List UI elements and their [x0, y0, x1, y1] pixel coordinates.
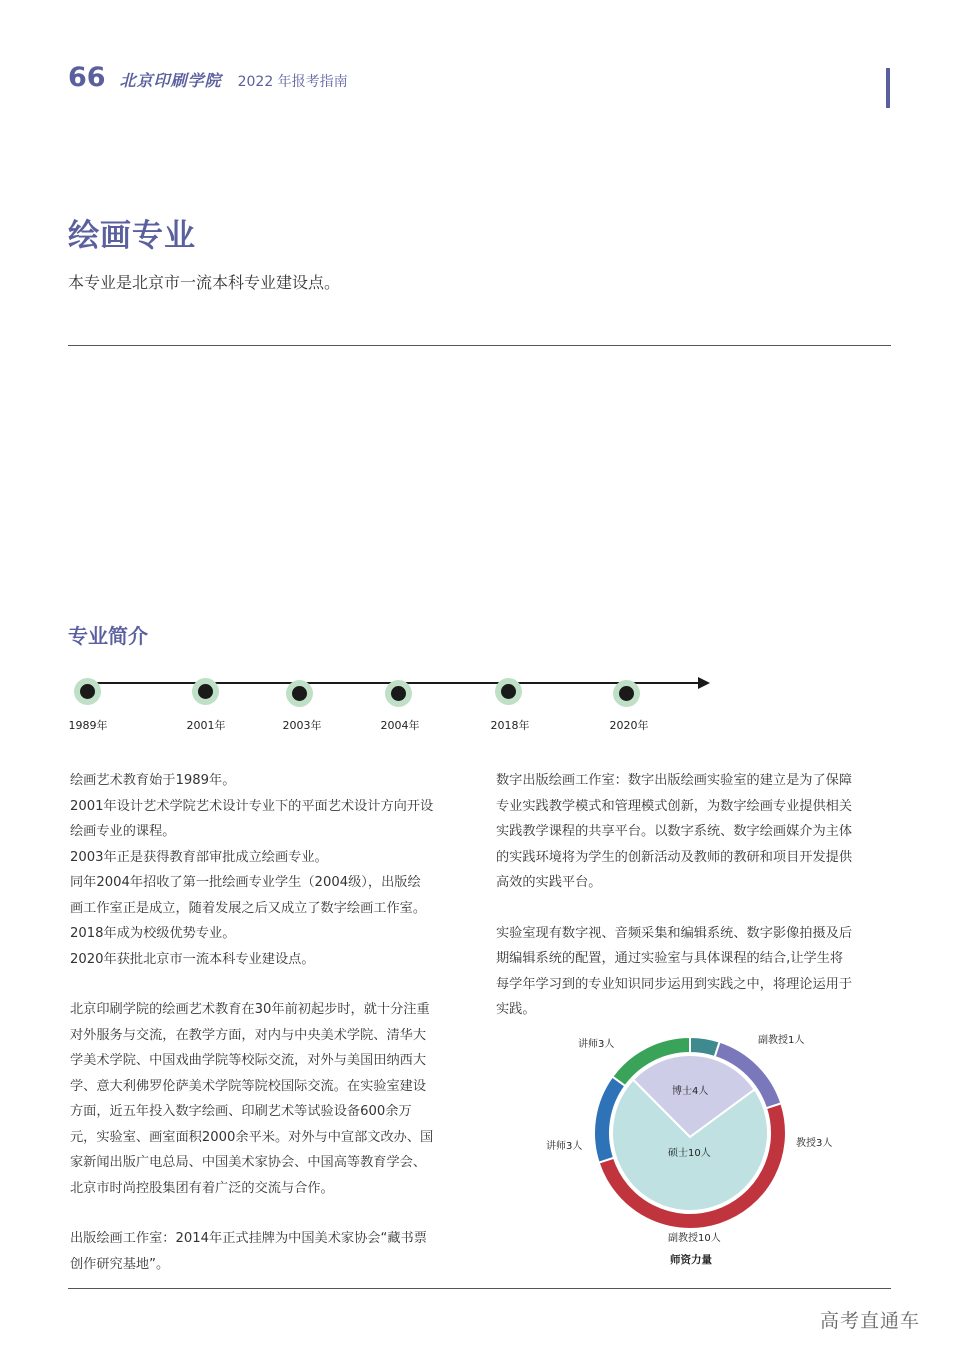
- major-intro: 本专业是北京市一流本科专业建设点。: [68, 273, 341, 292]
- history-line: 同年2004年招收了第一批绘画专业学生（2004级），出版绘: [70, 875, 421, 890]
- exchange-line: 北京印刷学院的绘画艺术教育在30年前初起步时，就十分注重: [70, 1002, 430, 1017]
- timeline-node: [192, 678, 219, 705]
- lab-line: 实践。: [496, 1002, 536, 1017]
- outer-label: 副教授1人: [758, 1035, 805, 1046]
- timeline-year: 2004年: [380, 719, 420, 732]
- digital-studio-line: 的实践环境将为学生的创新活动及教师的教研和项目开发提供: [496, 849, 853, 865]
- timeline-node: [74, 678, 101, 705]
- school-logo-text: 北京印刷学院: [119, 71, 222, 90]
- digital-studio-line: 高效的实践平台。: [496, 875, 602, 890]
- timeline: [0, 660, 960, 750]
- page-number: 66: [68, 62, 106, 93]
- outer-label: 副教授10人: [668, 1233, 721, 1244]
- outer-label: 讲师3人: [546, 1141, 583, 1152]
- timeline-year: 2001年: [186, 719, 226, 732]
- history-line: 2001年设计艺术学院艺术设计专业下的平面艺术设计方向开设: [70, 798, 434, 814]
- exchange-line: 元，实验室、画室面积2000余平米。对外与中宣部文改办、国: [70, 1129, 434, 1145]
- section-title: 专业简介: [68, 624, 148, 648]
- studio-line: 出版绘画工作室：2014年正式挂牌为中国美术家协会“藏书票: [70, 1231, 427, 1246]
- faculty-chart: [530, 1015, 860, 1275]
- outer-label: 教授3人: [796, 1138, 833, 1149]
- divider-bottom: [68, 1288, 891, 1289]
- header-accent-bar: [886, 68, 890, 108]
- timeline-node: [385, 680, 412, 707]
- history-line: 2020年获批北京市一流本科专业建设点。: [70, 951, 315, 967]
- timeline-year: 2003年: [282, 719, 322, 732]
- timeline-year: 1989年: [68, 719, 108, 732]
- exchange-line: 学美术学院、中国戏曲学院等校际交流，对外与美国田纳西大: [70, 1053, 427, 1068]
- timeline-node: [613, 680, 640, 707]
- history-line: 2018年成为校级优势专业。: [70, 926, 236, 941]
- lab-line: 期编辑系统的配置，通过实验室与具体课程的结合,让学生将: [496, 951, 844, 966]
- exchange-line: 北京市时尚控股集团有着广泛的交流与合作。: [70, 1180, 334, 1196]
- chart-title: 师资力量: [670, 1254, 712, 1266]
- divider-top: [68, 345, 891, 346]
- inner-label: 博士4人: [672, 1086, 709, 1097]
- timeline-arrow-icon: [698, 677, 710, 689]
- timeline-node: [286, 680, 313, 707]
- timeline-year: 2018年: [490, 719, 530, 732]
- exchange-line: 对外服务与交流，在教学方面，对内与中央美术学院、清华大: [70, 1027, 427, 1043]
- right-column: [496, 768, 896, 1023]
- inner-label: 硕士10人: [668, 1148, 711, 1159]
- exchange-line: 方面，近五年投入数字绘画、印刷艺术等试验设备600余万: [70, 1104, 412, 1119]
- digital-studio-line: 实践教学课程的共享平台。以数字系统、数字绘画媒介为主体: [496, 824, 853, 839]
- studio-line: 创作研究基地”。: [70, 1256, 170, 1272]
- lab-line: 每学年学习到的专业知识同步运用到实践之中，将理论运用于: [496, 976, 853, 992]
- history-line: 绘画艺术教育始于1989年。: [70, 773, 236, 788]
- outer-label: 讲师3人: [578, 1039, 615, 1050]
- history-line: 画工作室正是成立，随着发展之后又成立了数字绘画工作室。: [70, 900, 427, 916]
- page-header: [68, 62, 348, 102]
- left-column: [70, 768, 470, 1277]
- lab-line: 实验室现有数字视、音频采集和编辑系统、数字影像拍摄及后: [496, 925, 853, 941]
- watermark: 高考直通车: [820, 1310, 921, 1332]
- digital-studio-line: 数字出版绘画工作室：数字出版绘画实验室的建立是为了保障: [496, 773, 853, 788]
- timeline-node: [495, 678, 522, 705]
- exchange-line: 学、意大利佛罗伦萨美术学院等院校国际交流。在实验室建设: [70, 1078, 427, 1094]
- timeline-year: 2020年: [609, 719, 649, 732]
- digital-studio-line: 专业实践教学模式和管理模式创新，为数字绘画专业提供相关: [496, 798, 853, 814]
- history-line: 绘画专业的课程。: [70, 824, 176, 839]
- exchange-line: 家新闻出版广电总局、中国美术家协会、中国高等教育学会、: [70, 1155, 427, 1170]
- major-title: 绘画专业: [68, 218, 196, 254]
- history-line: 2003年正是获得教育部审批成立绘画专业。: [70, 849, 328, 865]
- guide-title: 2022 年报考指南: [237, 74, 348, 90]
